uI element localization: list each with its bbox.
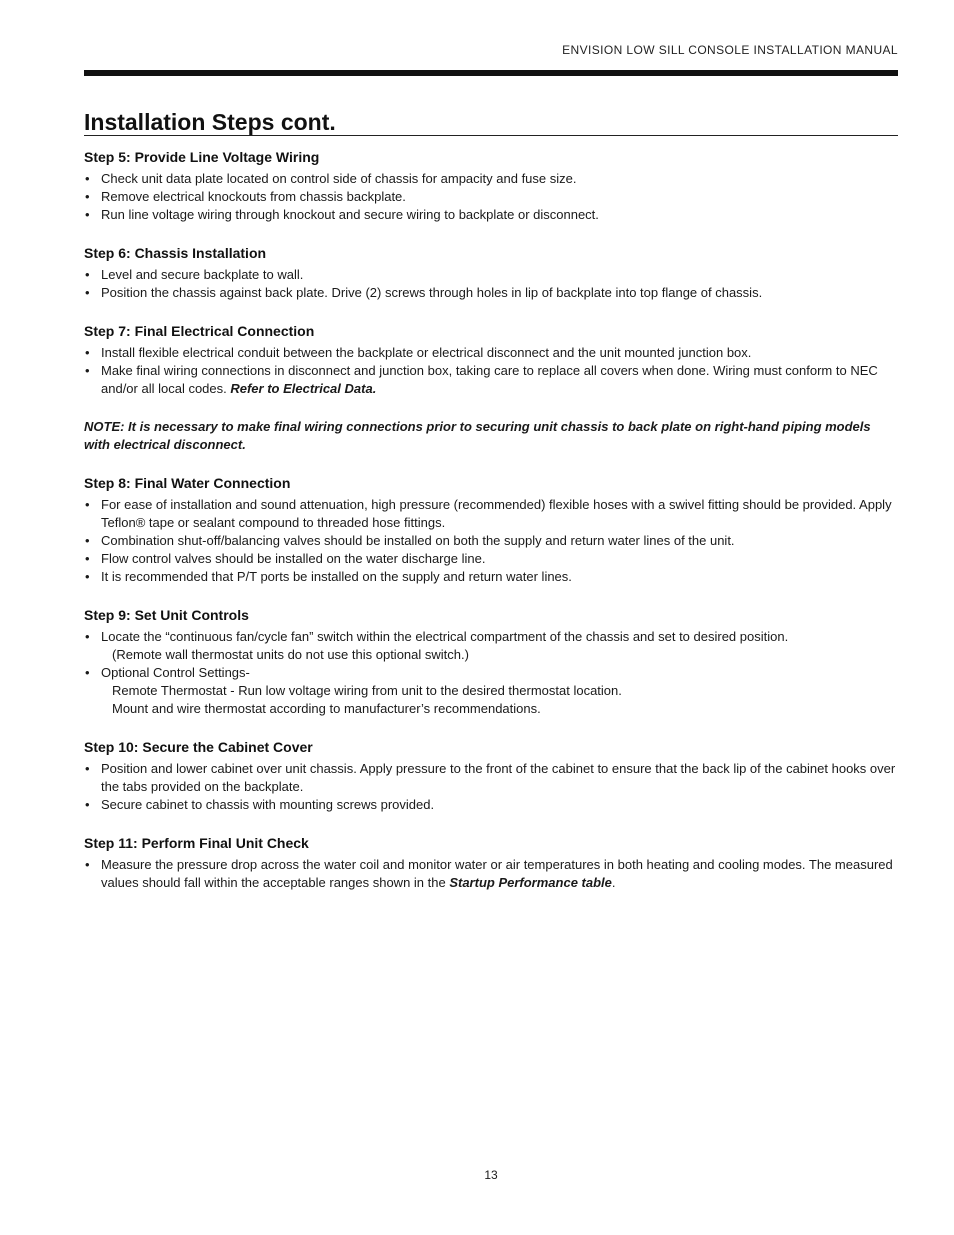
step-7-section — [84, 322, 898, 398]
step-6-section — [84, 244, 898, 302]
list-item: • Check unit data plate located on control side of chassis for ampacity and fuse size. — [85, 171, 577, 186]
page-number: 13 — [484, 1168, 498, 1182]
startup-performance-reference: Startup Performance table — [449, 875, 612, 890]
step-6-heading: Step 6: Chassis Installation — [84, 245, 267, 261]
bullet-icon: • — [85, 345, 90, 360]
bullet-icon: • — [85, 189, 90, 204]
bullet-icon: • — [85, 285, 90, 300]
step-11-list — [84, 856, 898, 892]
list-item: • Position the chassis against back plate. Drive (2) screws through holes in lip of backplate into top flange of chassis. — [85, 285, 763, 300]
step-10-heading: Step 10: Secure the Cabinet Cover — [84, 739, 313, 755]
bullet-icon: • — [85, 533, 90, 548]
electrical-data-reference: Refer to Electrical Data. — [230, 381, 377, 396]
bullet-icon: • — [85, 497, 90, 512]
bullet-icon: • — [85, 569, 90, 584]
list-item: • It is recommended that P/T ports be installed on the supply and return water lines. — [85, 569, 572, 584]
step-8-heading: Step 8: Final Water Connection — [84, 475, 291, 491]
bullet-icon: • — [85, 665, 90, 680]
list-subline: Remote Thermostat - Run low voltage wiring from unit to the desired thermostat location. — [112, 683, 622, 698]
step-5-heading: Step 5: Provide Line Voltage Wiring — [84, 149, 320, 165]
bullet-icon: • — [85, 551, 90, 566]
list-subline: Mount and wire thermostat according to manufacturer’s recommendations. — [112, 701, 541, 716]
step-6-list — [84, 266, 898, 302]
bullet-icon: • — [85, 363, 90, 378]
step-9-section — [84, 606, 898, 718]
list-item: • Make final wiring connections in disconnect and junction box, taking care to replace all covers when done. Wiring must conform to NEC and/or all local codes. Refer to Electrical Data. — [85, 363, 878, 396]
step-5-section — [84, 148, 898, 224]
step-7-list — [84, 344, 898, 398]
list-item: • Measure the pressure drop across the water coil and monitor water or air temperatures in both heating and cooling modes. The measured values should fall within the acceptable ranges shown in the Startup Performance table. — [85, 857, 893, 890]
step-8-section — [84, 474, 898, 586]
bullet-icon: • — [85, 171, 90, 186]
title-block — [84, 109, 898, 136]
step-8-list — [84, 496, 898, 586]
bullet-icon: • — [85, 797, 90, 812]
bullet-icon: • — [85, 857, 90, 872]
list-item: • For ease of installation and sound attenuation, high pressure (recommended) flexible hoses with a swivel fitting should be provided. Apply Teflon® tape or sealant compound to threaded hose fittings. — [85, 497, 892, 530]
list-item: • Flow control valves should be installed on the water discharge line. — [85, 551, 486, 566]
step-5-list — [84, 170, 898, 224]
list-item: • Locate the “continuous fan/cycle fan” switch within the electrical compartment of the chassis and set to desired position. (Remote wall thermostat units do not use this optional switch.) — [84, 628, 898, 664]
list-item: • Combination shut-off/balancing valves should be installed on both the supply and return water lines of the unit. — [85, 533, 735, 548]
step-9-heading: Step 9: Set Unit Controls — [84, 607, 249, 623]
list-item: • Run line voltage wiring through knockout and secure wiring to backplate or disconnect. — [85, 207, 599, 222]
list-item: • Position and lower cabinet over unit chassis. Apply pressure to the front of the cabinet to ensure that the back lip of the cabinet hooks over the tabs provided on the backplate. — [85, 761, 896, 794]
list-item: • Optional Control Settings- Remote Thermostat - Run low voltage wiring from unit to the desired thermostat location. Mount and wire thermostat according to manufacturer’s recommendations. — [84, 664, 898, 718]
list-item: • Level and secure backplate to wall. — [85, 267, 304, 282]
header-rule — [84, 70, 898, 76]
running-header: ENVISION LOW SILL CONSOLE INSTALLATION MANUAL — [562, 43, 898, 57]
bullet-icon: • — [85, 761, 90, 776]
step-7-heading: Step 7: Final Electrical Connection — [84, 323, 315, 339]
step-10-section — [84, 738, 898, 814]
list-item: • Secure cabinet to chassis with mounting screws provided. — [85, 797, 435, 812]
wiring-note: NOTE: It is necessary to make final wiring connections prior to securing unit chassis to back plate on right-hand piping models with electrical disconnect. — [84, 419, 871, 452]
step-11-heading: Step 11: Perform Final Unit Check — [84, 835, 309, 851]
list-item: • Remove electrical knockouts from chassis backplate. — [85, 189, 406, 204]
list-item: • Install flexible electrical conduit between the backplate or electrical disconnect and the unit mounted junction box. — [85, 345, 752, 360]
bullet-icon: • — [85, 267, 90, 282]
step-10-list — [84, 760, 898, 814]
step-9-list — [84, 628, 898, 718]
step-11-section — [84, 834, 898, 892]
content — [84, 148, 898, 912]
list-subline: (Remote wall thermostat units do not use this optional switch.) — [112, 647, 469, 662]
bullet-icon: • — [85, 207, 90, 222]
page-title: Installation Steps cont. — [84, 109, 336, 135]
bullet-icon: • — [85, 629, 90, 644]
